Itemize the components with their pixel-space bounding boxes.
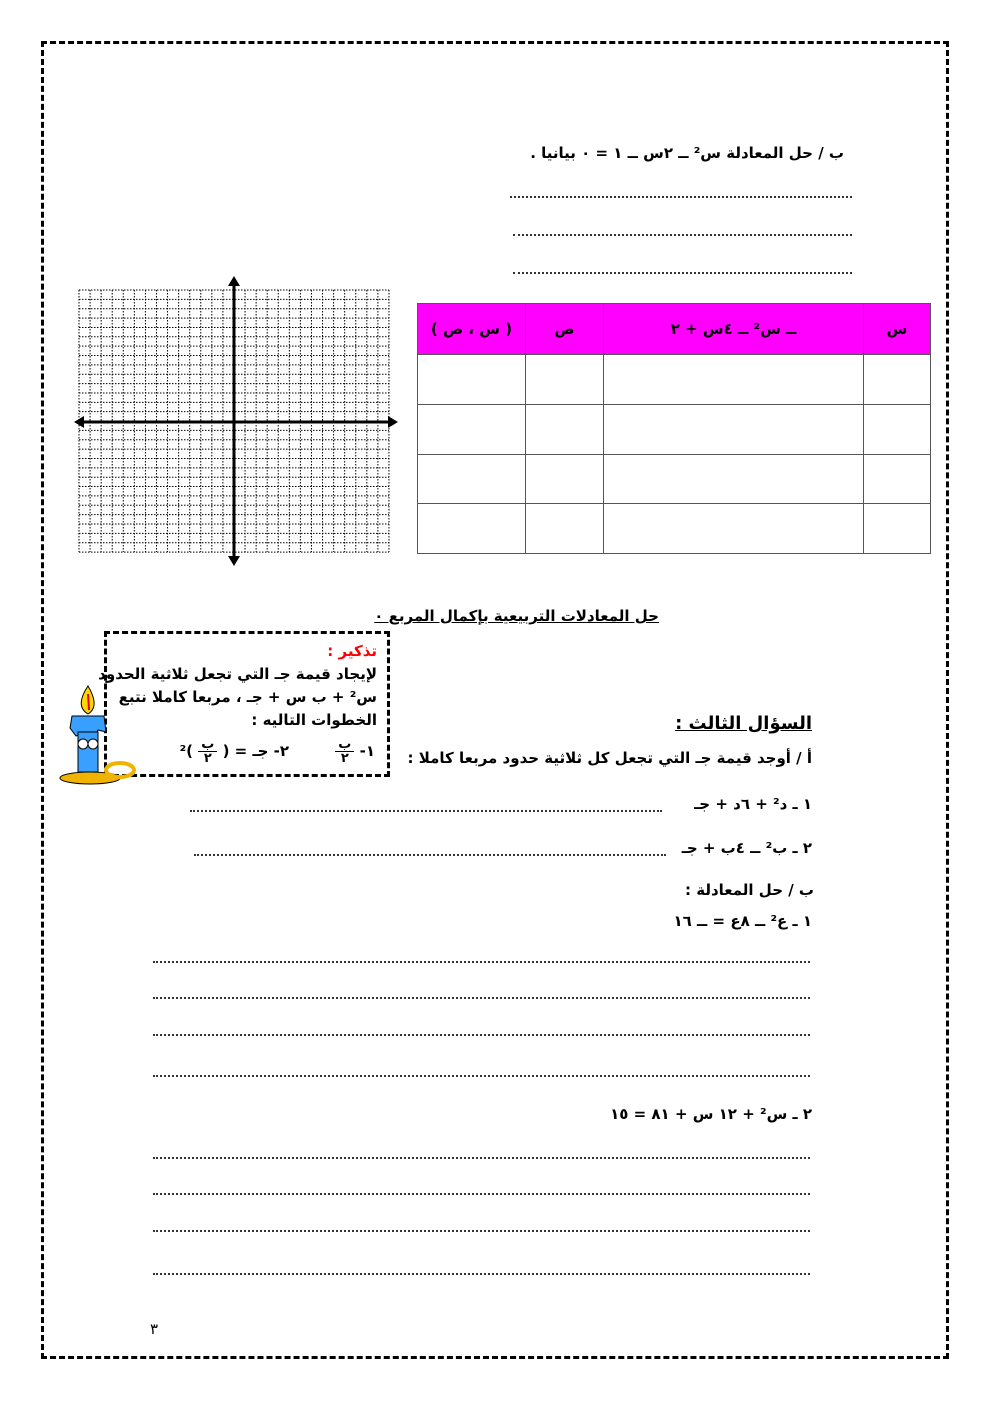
table-cell[interactable]	[526, 355, 604, 405]
fraction-numerator: ب	[198, 738, 217, 752]
candle-icon	[58, 682, 140, 788]
step-label: ٢- جـ = (	[222, 742, 289, 760]
question-3-heading: السؤال الثالث :	[675, 713, 812, 734]
part-b-title: ب / حل المعادلة س² ــ ٢س ــ ١ = ٠ بيانيا .	[530, 144, 844, 162]
arrow-down-icon	[228, 556, 240, 566]
table-row	[418, 504, 931, 554]
question-3-a2: ٢ ـ ب² ــ ٤ب + جـ	[681, 839, 812, 857]
section-heading: حل المعادلات التربيعية بإكمال المربع ٠	[374, 607, 659, 625]
header-x: س	[864, 304, 931, 355]
values-table	[417, 303, 931, 554]
table-row	[418, 404, 931, 454]
answer-line[interactable]	[513, 234, 852, 236]
table-row	[418, 454, 931, 504]
reminder-line: الخطوات التاليه :	[251, 711, 377, 729]
step-close: )²	[179, 742, 194, 760]
table-cell[interactable]	[526, 504, 604, 554]
reminder-step-1	[335, 738, 375, 765]
table-cell[interactable]	[604, 355, 864, 405]
question-3-part-b: ب / حل المعادلة :	[685, 881, 814, 899]
table-cell[interactable]	[418, 404, 526, 454]
answer-line[interactable]	[153, 997, 810, 999]
table-cell[interactable]	[604, 454, 864, 504]
question-3-part-a: أ / أوجد قيمة جـ التي تجعل كل ثلاثية حدود مربعا كاملا :	[407, 749, 812, 767]
table-cell[interactable]	[864, 454, 931, 504]
table-cell[interactable]	[864, 504, 931, 554]
question-3-b2: ٢ ـ س² + ١٢ س + ٨١ = ١٥	[610, 1105, 812, 1123]
answer-line[interactable]	[153, 1034, 810, 1036]
reminder-line: س² + ب س + جـ ، مربعا كاملا نتبع	[118, 688, 377, 706]
page-number: ٣	[150, 1320, 159, 1338]
arrow-right-icon	[388, 416, 398, 428]
table-cell[interactable]	[418, 504, 526, 554]
answer-line[interactable]	[153, 1075, 810, 1077]
table-cell[interactable]	[526, 454, 604, 504]
fraction-denominator: ٢	[340, 751, 349, 766]
answer-line[interactable]	[153, 1157, 810, 1159]
reminder-box	[98, 631, 390, 777]
table-cell[interactable]	[418, 454, 526, 504]
reminder-step-2	[180, 738, 289, 765]
table-cell[interactable]	[418, 355, 526, 405]
question-3-a1: ١ ـ د² + ٦د + جـ	[694, 795, 812, 813]
table-cell[interactable]	[604, 504, 864, 554]
header-point: ( س ، ص )	[418, 304, 526, 355]
fraction	[335, 738, 354, 765]
answer-line[interactable]	[510, 196, 852, 198]
fraction-denominator: ٢	[203, 751, 212, 766]
answer-line[interactable]	[153, 1273, 810, 1275]
table-row	[418, 355, 931, 405]
table-cell[interactable]	[864, 404, 931, 454]
header-expression: ــ س² ــ ٤س + ٢	[604, 304, 864, 355]
answer-line[interactable]	[153, 961, 810, 963]
table-cell[interactable]	[526, 404, 604, 454]
fraction	[198, 738, 217, 765]
reminder-title: تذكير :	[327, 642, 377, 660]
answer-line[interactable]	[153, 1230, 810, 1232]
answer-line[interactable]	[190, 810, 662, 812]
table-cell[interactable]	[604, 404, 864, 454]
table-cell[interactable]	[864, 355, 931, 405]
answer-line[interactable]	[513, 272, 852, 274]
answer-line[interactable]	[153, 1193, 810, 1195]
reminder-line: لإيجاد قيمة جـ التي تجعل ثلاثية الحدود	[98, 665, 377, 683]
question-3-b1: ١ ـ ع² ــ ٨ع = ــ ١٦	[673, 912, 812, 930]
fraction-numerator: ب	[335, 738, 354, 752]
arrow-up-icon	[228, 276, 240, 286]
header-y: ص	[526, 304, 604, 355]
step-label: ١-	[359, 742, 375, 760]
table-header-row	[418, 304, 931, 355]
coordinate-grid	[74, 276, 400, 566]
answer-line[interactable]	[194, 854, 666, 856]
